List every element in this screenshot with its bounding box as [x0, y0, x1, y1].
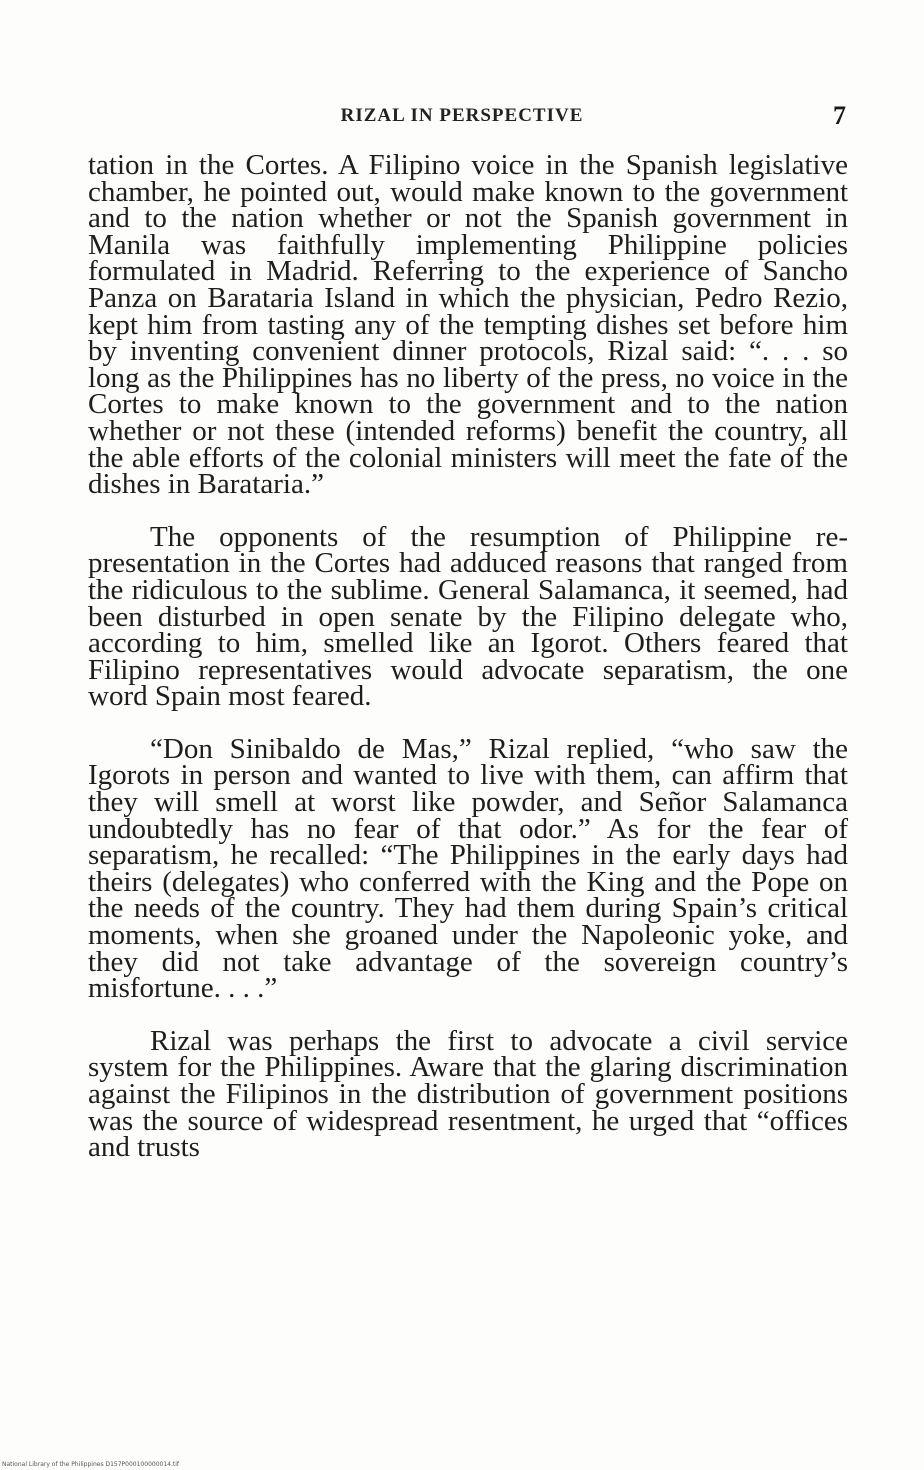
body-text — [88, 149, 848, 1164]
page-number: 7 — [833, 101, 846, 130]
paragraph-1: tation in the Cortes. A Filipino voice in the Spanish legislative chamber, he pointed out, would make known to the government and to the nation whether or not the Spanish government in Manila was faithfully implementing Philippine policies formulated in Madrid. Referring to the experience of Sancho Panza on Barataria Island in which the physician, Pedro Rezio, kept him from tasting any of the tempting dishes set before him by inventing convenient dinner protocols, Rizal said: “. . . so long as the Philippines has no liberty of the press, no voice in the Cortes to make known to the government and to the nation whether or not these (intended reforms) benefit the country, all the able efforts of the colonial ministers will meet the fate of the dishes in Barataria.” — [88, 149, 848, 501]
paragraph-2: The opponents of the resumption of Philippine representation in the Cortes had adduced reasons that ranged from the ridiculous to the sublime. General Salamanca, it seemed, had been disturbed in open senate by the Filipino delegate who, according to him, smelled like an Igorot. Others feared that Filipino representatives would advocate separatism, the one word Spain most feared. — [88, 520, 848, 713]
running-head — [0, 101, 924, 135]
running-title: RIZAL IN PERSPECTIVE — [340, 105, 584, 126]
scan-credit: National Library of the Philippines D157P000100000014.tif — [2, 1461, 180, 1468]
paragraph-3: “Don Sinibaldo de Mas,” Rizal replied, “who saw the Igorots in person and wanted to live with them, can affirm that they will smell at worst like powder, and Señor Salamanca undoubtedly has no fear of that odor.” As for the fear of separatism, he recalled: “The Philippines in the early days had theirs (delegates) who conferred with the King and the Pope on the needs of the country. They had them during Spain’s critical moments, when she groaned under the Napoleonic yoke, and they did not take advantage of the sovereign country’s misfortune. . . .” — [88, 732, 848, 1005]
paragraph-4: Rizal was perhaps the first to advocate a civil service system for the Philippines. Aware that the glaring discrimination against the Filipinos in the distribution of government positions was the source of widespread resentment, he urged that “offices and trusts — [88, 1024, 848, 1164]
